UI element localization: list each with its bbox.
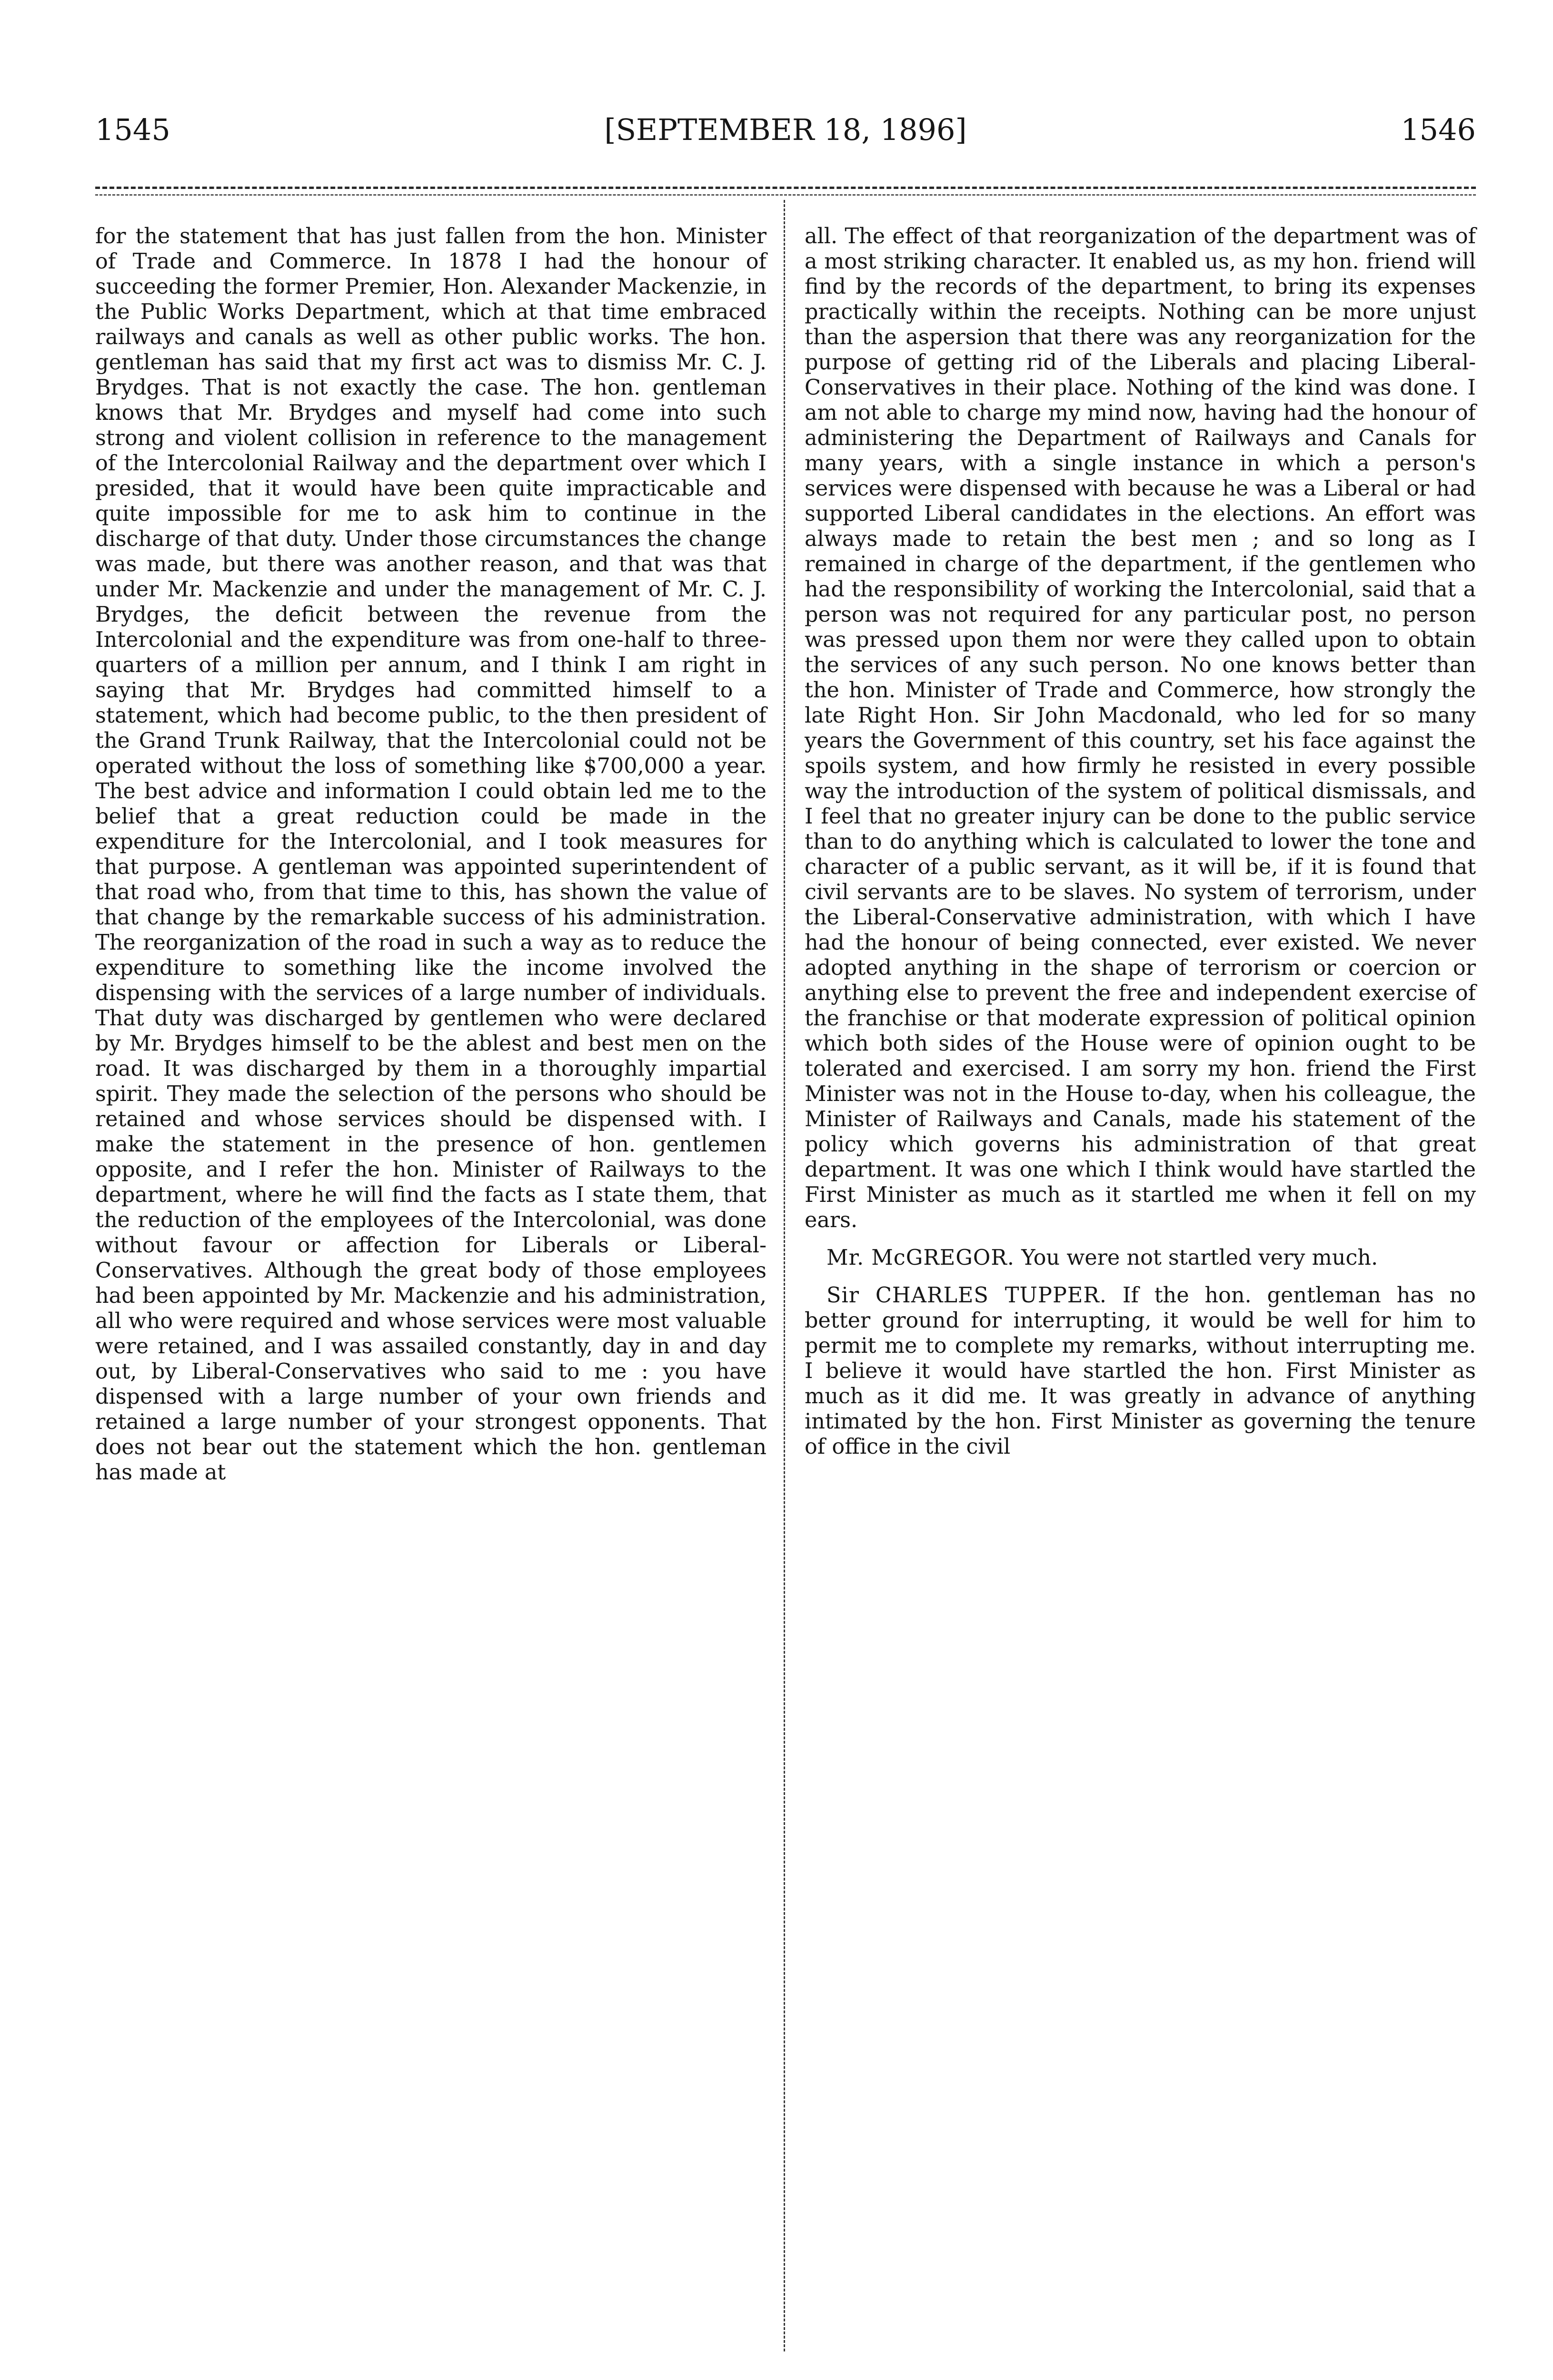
column-divider bbox=[784, 200, 785, 2351]
speaker-name: Sir CHARLES TUPPER. bbox=[826, 1283, 1107, 1308]
speech-mcgregor bbox=[805, 1245, 1476, 1270]
page-number-right: 1546 bbox=[1401, 112, 1476, 147]
right-column bbox=[805, 224, 1476, 1472]
speech-tupper bbox=[805, 1283, 1476, 1459]
page-number-left: 1545 bbox=[95, 112, 170, 147]
header-date-title: [SEPTEMBER 18, 1896] bbox=[604, 112, 967, 147]
left-column bbox=[95, 224, 767, 1497]
speaker-name: Mr. McGREGOR. bbox=[826, 1246, 1015, 1270]
speech-text: If the hon. gentleman has no better ground for interrupting, it would be well for him to permit me to complete my remarks, without interrupting me. I believe it would have startled the hon. First Minister as much as it did me. It was greatly in advance of anything intimated by the hon. First Minister as governing the tenure of office in the civil bbox=[805, 1283, 1476, 1459]
right-paragraph-1: all. The effect of that reorganization of the department was of a most striking character. It enabled us, as my hon. friend will find by the records of the department, to bring its expenses practically within the receipts. Nothing can be more unjust than the aspersion that there was any reorganization for the purpose of getting rid of the Liberals and placing Liberal-Conservatives in their place. Nothing of the kind was done. I am not able to charge my mind now, having had the honour of administering the Department of Railways and Canals for many years, with a single instance in which a person's services were dispensed with because he was a Liberal or had supported Liberal candidates in the elections. An effort was always made to retain the best men ; and so long as I remained in charge of the department, if the gentlemen who had the responsibility of working the Intercolonial, said that a person was not required for any particular post, no person was pressed upon them nor were they called upon to obtain the services of any such person. No one knows better than the hon. Minister of Trade and Commerce, how strongly the late Right Hon. Sir John Macdonald, who led for so many years the Government of this country, set his face against the spoils system, and how firmly he resisted in every possible way the introduction of the system of political dismissals, and I feel that no greater injury can be done to the public service than to do anything which is calculated to lower the tone and character of a public servant, as it will be, if it is found that civil servants are to be slaves. No system of terrorism, under the Liberal-Conservative administration, with which I have had the honour of being connected, ever existed. We never adopted anything in the shape of terrorism or coercion or anything else to prevent the free and independent exercise of the franchise or that moderate expression of political opinion which both sides of the House were of opinion ought to be tolerated and exercised. I am sorry my hon. friend the First Minister was not in the House to-day, when his colleague, the Minister of Railways and Canals, made his statement of the policy which governs his administration of that great department. It was one which I think would have startled the First Minister as much as it startled me when it fell on my ears. bbox=[805, 224, 1476, 1232]
page-header bbox=[95, 109, 1476, 151]
header-rule bbox=[95, 187, 1476, 189]
header-rule-secondary bbox=[95, 194, 1476, 196]
left-paragraph-1: for the statement that has just fallen from the hon. Minister of Trade and Commerce. In 1878 I had the honour of succeeding the former Premier, Hon. Alexander Mackenzie, in the Public Works Department, which at that time embraced railways and canals as well as other public works. The hon. gentleman has said that my first act was to dismiss Mr. C. J. Brydges. That is not exactly the case. The hon. gentleman knows that Mr. Brydges and myself had come into such strong and violent collision in reference to the management of the Intercolonial Railway and the department over which I presided, that it would have been quite impracticable and quite impossible for me to ask him to continue in the discharge of that duty. Under those circumstances the change was made, but there was another reason, and that was that under Mr. Mackenzie and under the management of Mr. C. J. Brydges, the deficit between the revenue from the Intercolonial and the expenditure was from one-half to three-quarters of a million per annum, and I think I am right in saying that Mr. Brydges had committed himself to a statement, which had become public, to the then president of the Grand Trunk Railway, that the Intercolonial could not be operated without the loss of something like $700,000 a year. The best advice and information I could obtain led me to the belief that a great reduction could be made in the expenditure for the Intercolonial, and I took measures for that purpose. A gentleman was appointed superintendent of that road who, from that time to this, has shown the value of that change by the remarkable success of his administration. The reorganization of the road in such a way as to reduce the expenditure to something like the income involved the dispensing with the services of a large number of individuals. That duty was discharged by gentlemen who were declared by Mr. Brydges himself to be the ablest and best men on the road. It was discharged by them in a thoroughly impartial spirit. They made the selection of the persons who should be retained and whose services should be dispensed with. I make the statement in the presence of hon. gentlemen opposite, and I refer the hon. Minister of Railways to the department, where he will find the facts as I state them, that the reduction of the employees of the Intercolonial, was done without favour or affection for Liberals or Liberal-Conservatives. Although the great body of those employees had been appointed by Mr. Mackenzie and his administration, all who were required and whose services were most valuable were retained, and I was assailed constantly, day in and day out, by Liberal-Conservatives who said to me : you have dispensed with a large number of your own friends and retained a large number of your strongest opponents. That does not bear out the statement which the hon. gentleman has made at bbox=[95, 224, 767, 1485]
speech-text: You were not startled very much. bbox=[1021, 1246, 1378, 1270]
